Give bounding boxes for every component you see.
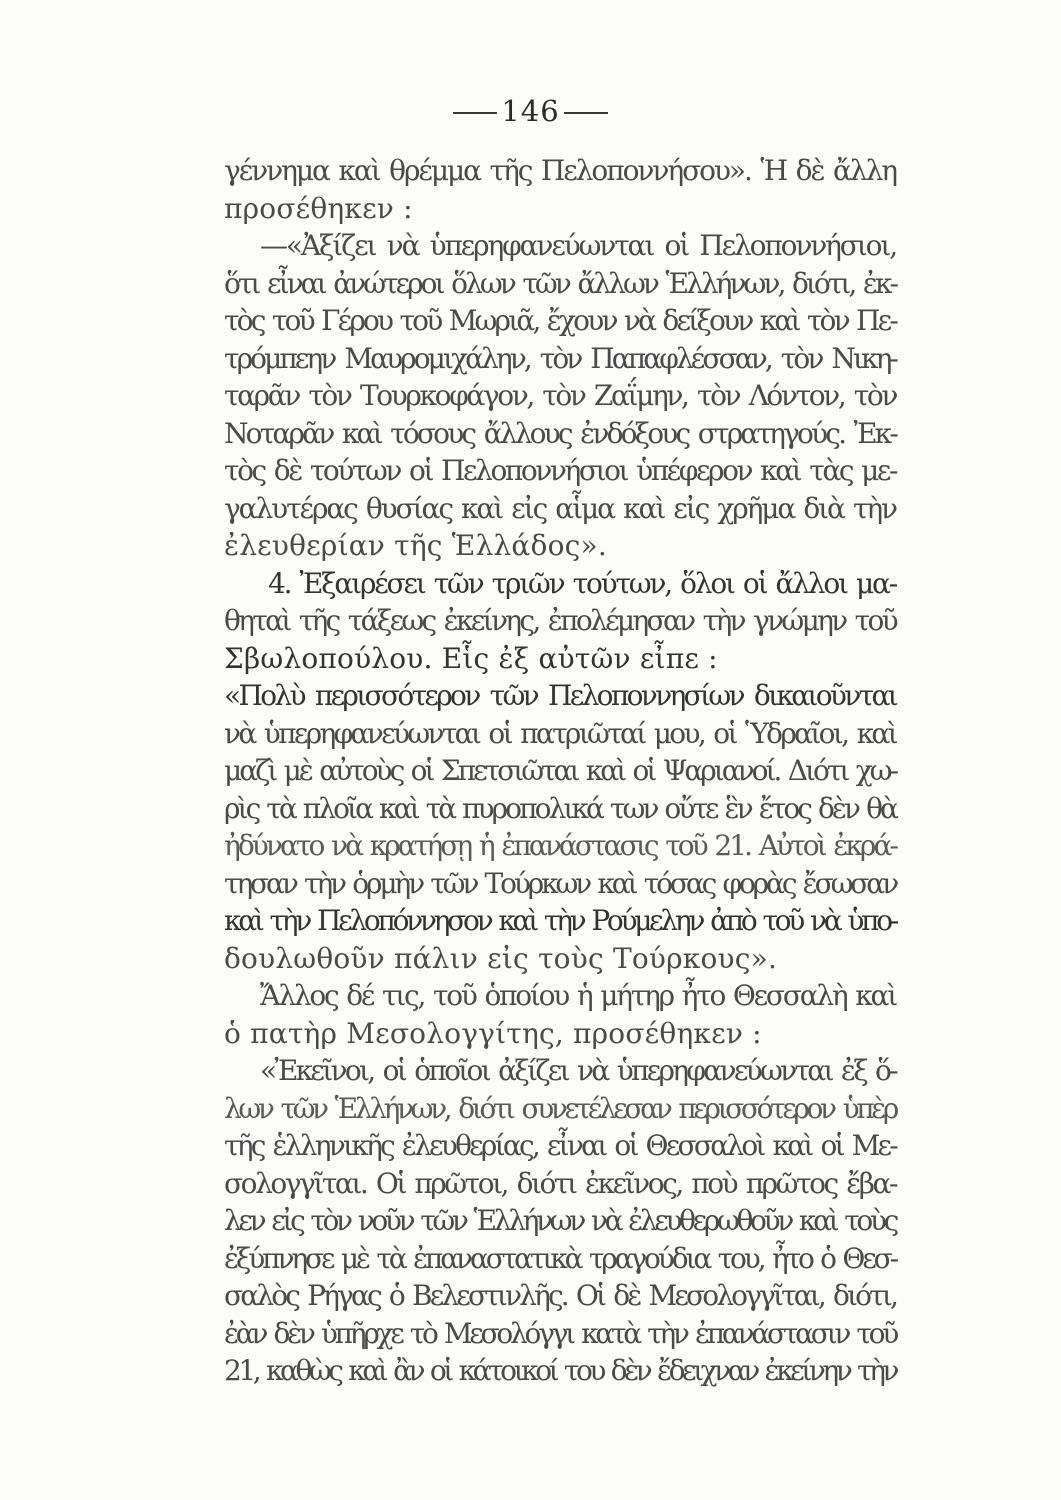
text-line: «Ἐκεῖνοι, οἱ ὁποῖοι ἀξίζει νὰ ὑπερηφανεύωνται ἐξ ὅ- xyxy=(260,1054,896,1087)
text-line: Σβωλοπούλου. Εἷς ἐξ αὐτῶν εἶπε : xyxy=(224,641,718,675)
text-line: σολογγῖται. Οἱ πρῶτοι, διότι ἐκεῖνος, ποὺ πρῶτος ἔβα- xyxy=(224,1166,896,1200)
text-line: ἠδύνατο νὰ κρατήσῃ ἡ ἐπανάστασις τοῦ 21. Αὐτοὶ ἐκρά- xyxy=(224,829,896,862)
text-line: καὶ τὴν Πελοπόννησον καὶ τὴν Ρούμελην ἀπὸ τοῦ νὰ ὑπο- xyxy=(224,904,896,937)
page-number-left-dash xyxy=(453,112,497,114)
text-line: 21, καθὼς καὶ ἂν οἱ κάτοικοί του δὲν ἔδειχναν ἐκείνην τὴν xyxy=(224,1354,896,1387)
text-line: γαλυτέρας θυσίας καὶ εἰς αἷμα καὶ εἰς χρῆμα διὰ τὴν xyxy=(224,491,896,525)
text-line: Ἄλλος δέ τις, τοῦ ὁποίου ἡ μήτηρ ἦτο Θεσσαλὴ καὶ xyxy=(260,979,896,1012)
page-number-value: 146 xyxy=(501,94,560,128)
text-line: προσέθηκεν : xyxy=(224,191,413,225)
text-line: «Πολὺ περισσότερον τῶν Πελοποννησίων δικαιοῦνται xyxy=(224,679,896,712)
text-line: γέννημα καὶ θρέμμα τῆς Πελοποννήσου». Ἡ δὲ ἄλλη xyxy=(224,154,896,187)
page-number xyxy=(0,94,1061,128)
text-line: τὸς δὲ τούτων οἱ Πελοποννήσιοι ὑπέφερον καὶ τὰς με- xyxy=(224,454,896,487)
text-line: ὁ πατὴρ Μεσολογγίτης, προσέθηκεν : xyxy=(224,1016,762,1050)
text-line: νὰ ὑπερηφανεύωνται οἱ πατριῶταί μου, οἱ Ὑδραῖοι, καὶ xyxy=(224,716,896,750)
text-line: Νοταρᾶν καὶ τόσους ἄλλους ἐνδόξους στρατηγούς. Ἐκ- xyxy=(224,416,896,450)
text-line: —«Ἀξίζει νὰ ὑπερηφανεύωνται οἱ Πελοποννήσιοι, xyxy=(260,229,896,262)
text-line: μαζὶ μὲ αὐτοὺς οἱ Σπετσιῶται καὶ οἱ Ψαριανοί. Διότι χω- xyxy=(224,754,896,787)
text-line: ἐὰν δὲν ὑπῆρχε τὸ Μεσολόγγι κατὰ τὴν ἐπανάστασιν τοῦ xyxy=(224,1316,896,1350)
text-line: τῆς ἑλληνικῆς ἐλευθερίας, εἶναι οἱ Θεσσαλοὶ καὶ οἱ Με- xyxy=(224,1129,896,1162)
text-line: λων τῶν Ἑλλήνων, διότι συνετέλεσαν περισσότερον ὑπὲρ xyxy=(224,1091,896,1125)
body-text xyxy=(224,152,896,1390)
text-line: τησαν τὴν ὁρμὴν τῶν Τούρκων καὶ τόσας φορὰς ἔσωσαν xyxy=(224,866,896,900)
text-line: λεν εἰς τὸν νοῦν τῶν Ἑλλήνων νὰ ἐλευθερωθοῦν καὶ τοὺς xyxy=(224,1204,896,1237)
text-line: 4. Ἐξαιρέσει τῶν τριῶν τούτων, ὅλοι οἱ ἄλλοι μα- xyxy=(268,566,896,600)
text-line: τὸς τοῦ Γέρου τοῦ Μωριᾶ, ἔχουν νὰ δείξουν καὶ τὸν Πε- xyxy=(224,304,896,337)
text-line: δουλωθοῦν πάλιν εἰς τοὺς Τούρκους». xyxy=(224,941,778,975)
page-number-right-dash xyxy=(564,112,608,114)
text-line: ἐξύπνησε μὲ τὰ ἐπαναστατικὰ τραγούδια του, ἦτο ὁ Θεσ- xyxy=(224,1241,896,1275)
text-line: θηταὶ τῆς τάξεως ἐκείνης, ἐπολέμησαν τὴν γνώμην τοῦ xyxy=(224,604,896,637)
text-line: ρὶς τὰ πλοῖα καὶ τὰ πυροπολικά των οὔτε ἓν ἔτος δὲν θὰ xyxy=(224,791,896,825)
text-line: ἐλευθερίαν τῆς Ἑλλάδος». xyxy=(224,529,607,562)
text-line: σαλὸς Ρήγας ὁ Βελεστινλῆς. Οἱ δὲ Μεσολογγῖται, διότι, xyxy=(224,1279,896,1312)
text-line: ταρᾶν τὸν Τουρκοφάγον, τὸν Ζαΐμην, τὸν Λόντον, τὸν xyxy=(224,379,896,412)
text-line: ὅτι εἶναι ἀνώτεροι ὅλων τῶν ἄλλων Ἑλλήνων, διότι, ἐκ- xyxy=(224,266,896,300)
text-line: τρόμπεην Μαυρομιχάλην, τὸν Παπαφλέσσαν, τὸν Νικη- xyxy=(224,341,896,375)
